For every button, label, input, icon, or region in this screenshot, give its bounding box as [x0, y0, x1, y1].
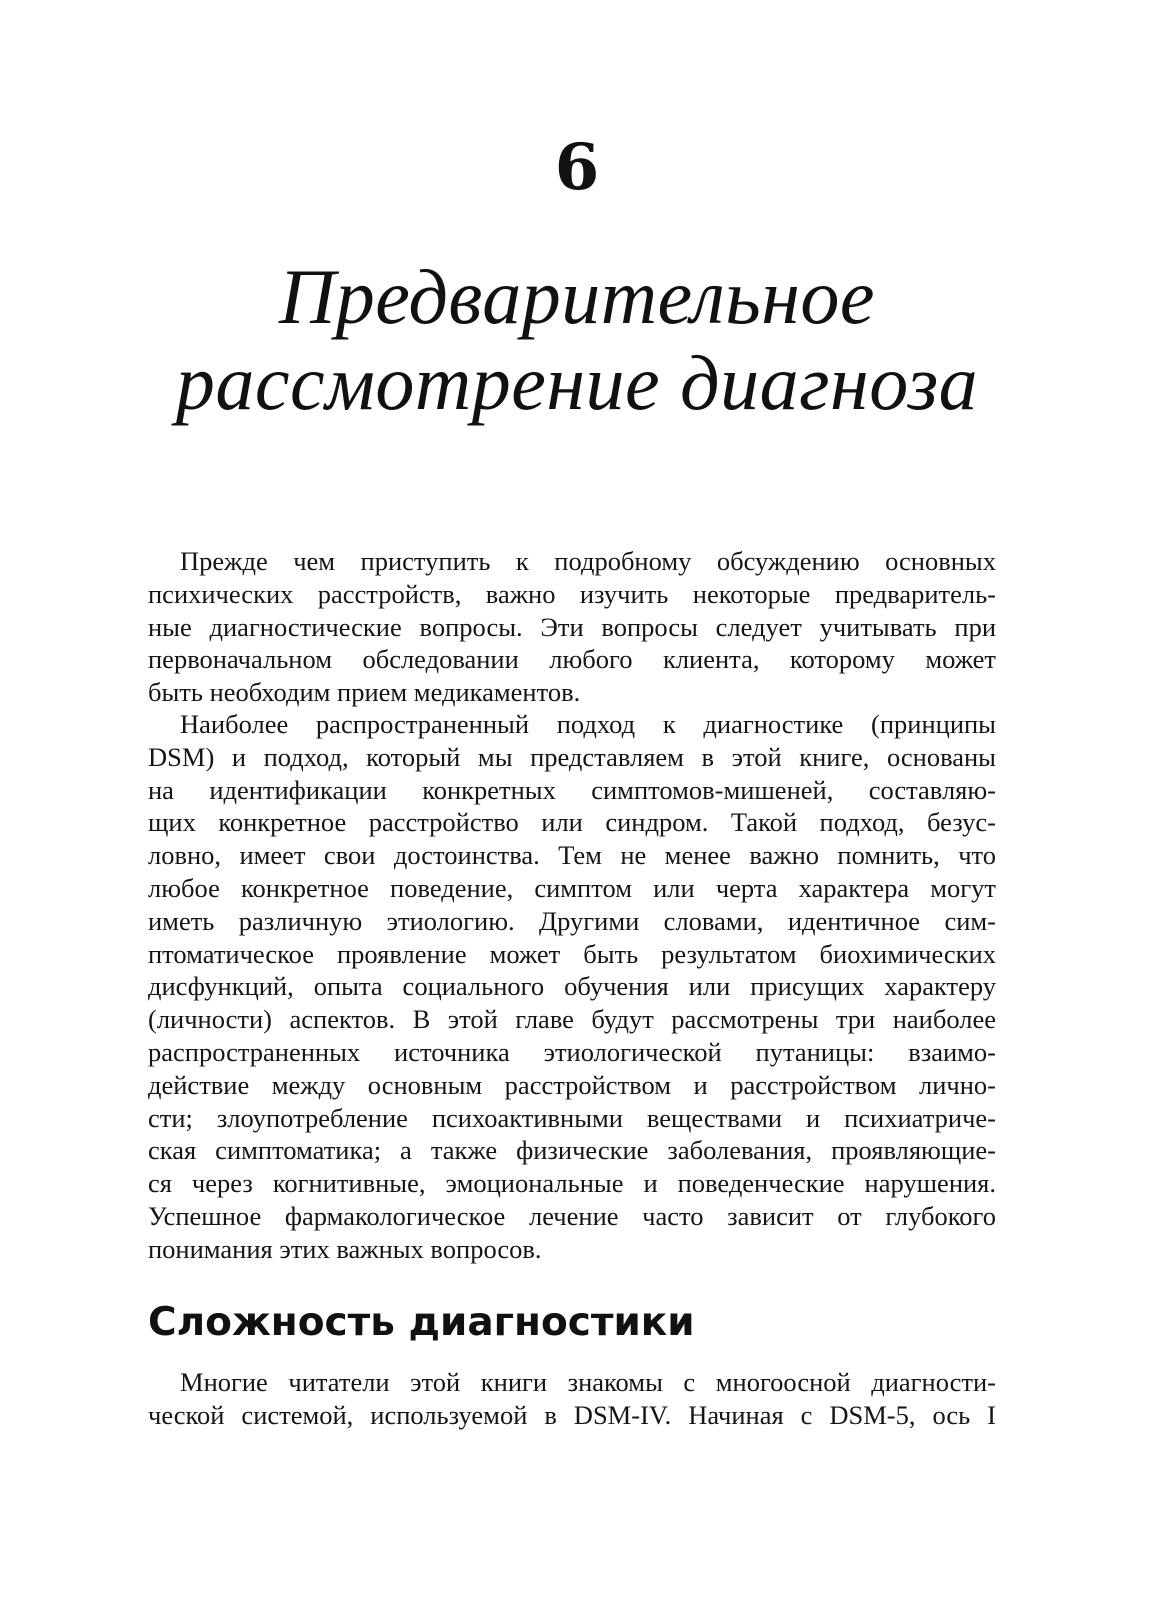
text-line: ская симптоматика; а также физические заболевания, проявляющие- [148, 1135, 996, 1166]
text-line: действие между основным расстройством и расстройством лично- [148, 1069, 996, 1100]
chapter-title-line: Предварительное [278, 253, 876, 340]
text-line: Прежде чем приступить к подробному обсуждению основных [180, 546, 996, 576]
text-line: щих конкретное расстройство или синдром. Такой подход, безус- [148, 807, 996, 838]
text-line: Многие читатели этой книги знакомы с многоосной диагности- [180, 1367, 996, 1397]
text-line: Наиболее распространенный подход к диагностике (принципы [180, 709, 996, 739]
text-line: DSM) и подход, который мы представляем в этой книге, основаны [148, 741, 996, 772]
text-line: психических расстройств, важно изучить некоторые предваритель- [148, 578, 996, 609]
text-line: птоматическое проявление может быть результатом биохимических [148, 938, 996, 969]
chapter-title [0, 254, 1154, 426]
text-line: Успешное фармакологическое лечение часто зависит от глубокого [148, 1200, 996, 1231]
text-line: сти; злоупотребление психоактивными веществами и психиатриче- [148, 1102, 996, 1133]
text-line: ные диагностические вопросы. Эти вопросы следует учитывать при [148, 611, 996, 642]
intro-paragraph [148, 545, 996, 709]
body-paragraph [148, 708, 996, 1266]
section-paragraph [148, 1366, 996, 1432]
chapter-title-line: рассмотрение диагноза [175, 339, 979, 426]
text-line: понимания этих важных вопросов. [148, 1233, 542, 1264]
text-line: распространенных источника этиологической путаницы: взаимо- [148, 1036, 996, 1067]
chapter-number: 6 [554, 130, 600, 205]
text-line: иметь различную этиологию. Другими словами, идентичное сим- [148, 905, 996, 936]
text-line: быть необходим прием медикаментов. [148, 677, 581, 708]
text-line: (личности) аспектов. В этой главе будут рассмотрены три наиболее [148, 1004, 996, 1035]
text-line: ловно, имеет свои достоинства. Тем не менее важно помнить, что [148, 840, 996, 871]
section-heading: Сложность диагностики [148, 1300, 695, 1345]
text-line: дисфункций, опыта социального обучения или присущих характеру [148, 971, 996, 1002]
text-line: на идентификации конкретных симптомов-мишеней, составляю- [148, 774, 996, 805]
text-line: первоначальном обследовании любого клиента, которому может [148, 644, 996, 675]
text-line: ся через когнитивные, эмоциональные и поведенческие нарушения. [148, 1168, 996, 1199]
text-line: ческой системой, используемой в DSM-IV. Начиная с DSM-5, ось I [148, 1399, 996, 1430]
text-line: любое конкретное поведение, симптом или черта характера могут [148, 872, 996, 903]
